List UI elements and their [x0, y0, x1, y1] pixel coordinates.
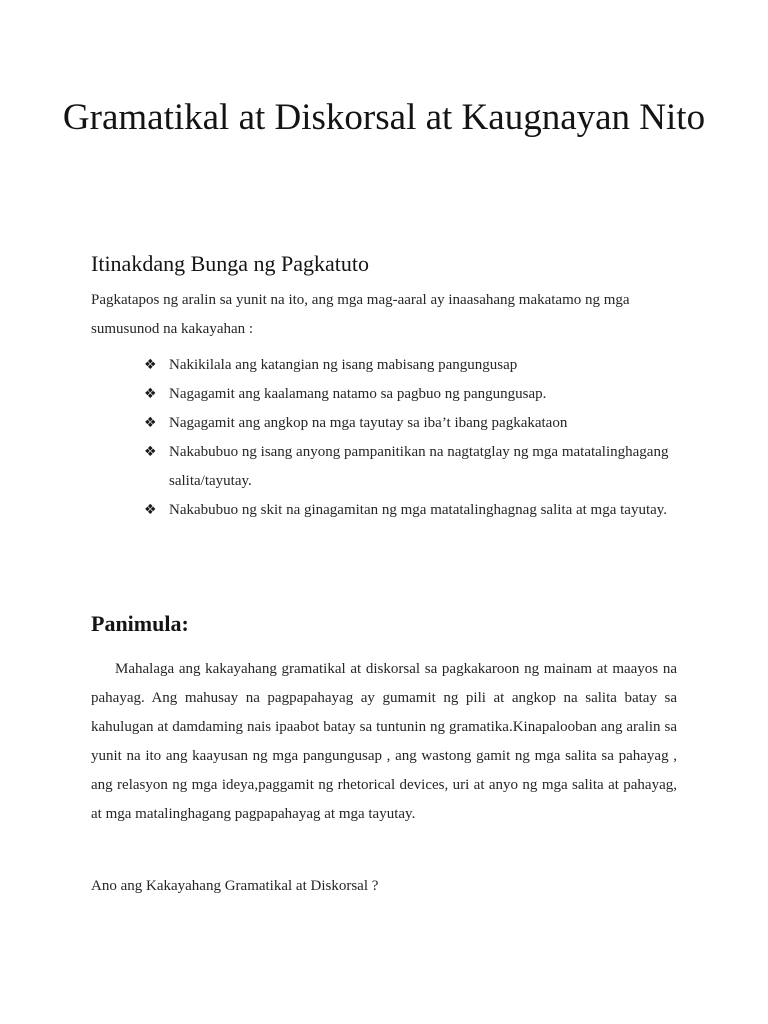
intro-heading: Panimula:: [91, 611, 189, 636]
diamond-flower-icon: ❖: [144, 502, 157, 518]
diamond-flower-icon: ❖: [144, 415, 157, 431]
list-item: [91, 496, 677, 525]
outcome-text: Nakikilala ang katangian ng isang mabisang pangungusap: [169, 357, 518, 373]
list-item: [91, 438, 677, 496]
outcomes-list: [91, 351, 677, 525]
outcome-text: Nagagamit ang angkop na mga tayutay sa iba’t ibang pagkakataon: [169, 415, 568, 431]
outcome-text: Nagagamit ang kaalamang natamo sa pagbuo ng pangungusap.: [169, 386, 547, 402]
question-text: Ano ang Kakayahang Gramatikal at Diskorsal ?: [91, 878, 379, 894]
outcomes-intro-paragraph: Pagkatapos ng aralin sa yunit na ito, ang mga mag-aaral ay inaasahang makatamo ng mga sumusunod na kakayahan :: [91, 292, 630, 337]
diamond-flower-icon: ❖: [144, 444, 157, 460]
diamond-flower-icon: ❖: [144, 386, 157, 402]
outcome-text: Nakabubuo ng skit na ginagamitan ng mga matatalinghagnag salita at mga tayutay.: [169, 502, 668, 518]
intro-paragraph: Mahalaga ang kakayahang gramatikal at diskorsal sa pagkakaroon ng mainam at maayos na pahayag. Ang mahusay na pagpapahayag ay gumamit ng pili at angkop na salita batay sa kahulugan at damdaming nais ipaabot batay sa tuntunin ng gramatika.Kinapalooban ang aralin sa yunit na ito ang kaayusan ng mga pangungusap , ang wastong gamit ng mga salita sa pahayag , ang relasyon ng mga ideya,paggamit ng rhetorical devices, uri at anyo ng mga salita at pahayag, at mga matalinghagang pagpapahayag at mga tayutay.: [91, 661, 677, 822]
document-title: Gramatikal at Diskorsal at Kaugnayan Nito: [62, 97, 706, 138]
list-item: [91, 351, 677, 380]
outcomes-heading: Itinakdang Bunga ng Pagkatuto: [91, 251, 370, 276]
list-item: [91, 409, 677, 438]
outcome-text: Nakabubuo ng isang anyong pampanitikan na nagtatglay ng mga matatalinghagang salita/tayutay.: [169, 444, 669, 489]
list-item: [91, 380, 677, 409]
diamond-flower-icon: ❖: [144, 357, 157, 373]
